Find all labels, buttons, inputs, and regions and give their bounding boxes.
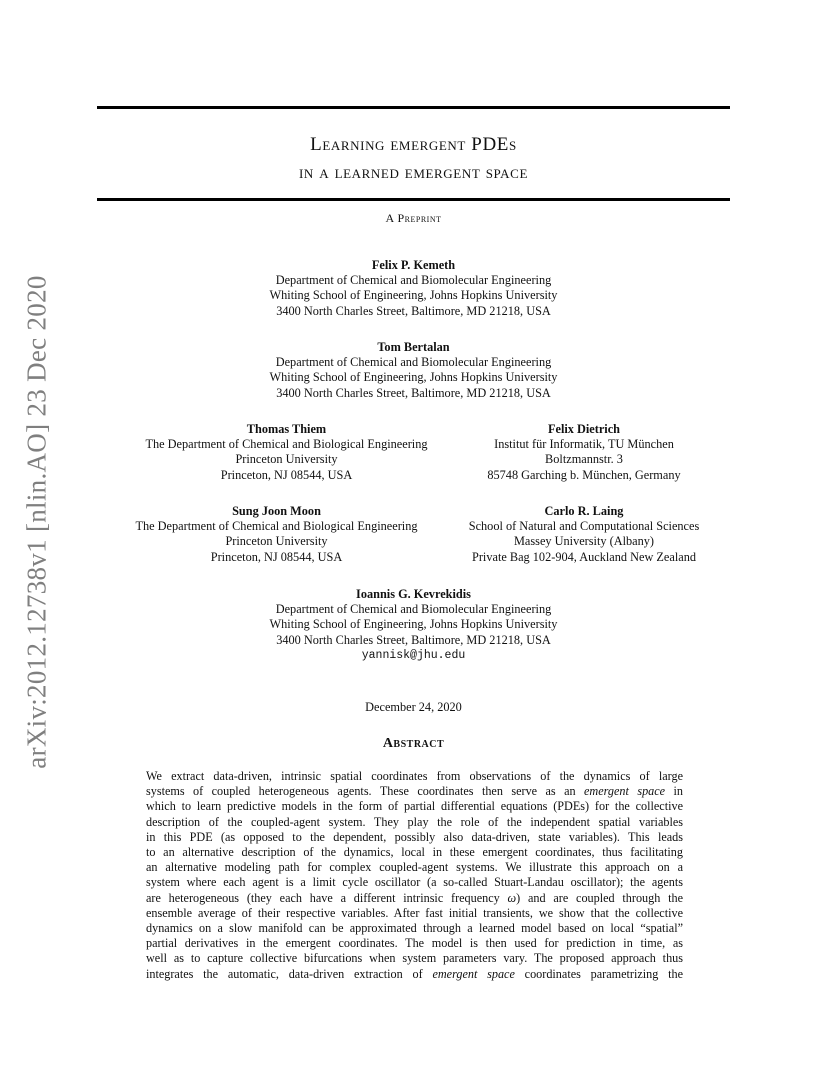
author-affiliation: The Department of Chemical and Biological Engineering (135, 519, 418, 534)
abstract-line: integrates the automatic, data-driven extraction of emergent space coordinates parametrizing the (146, 966, 683, 981)
author-affiliation: Department of Chemical and Biomolecular Engineering (275, 273, 552, 288)
author-thiem (100, 422, 473, 483)
abstract-line: well as to capture collective bifurcations when system parameters vary. The proposed approach thus (146, 951, 683, 966)
abstract-line: systems of coupled heterogeneous agents. These coordinates then serve as an emergent space in (146, 784, 684, 799)
abstract-body (146, 769, 683, 982)
abstract-line: an alternative modeling path for complex coupled-agent systems. We illustrate this approach on a (146, 860, 683, 875)
abstract-line: partial derivatives in the emergent coordinates. The model is then used for prediction in time, as (146, 936, 683, 951)
author-affiliation: Department of Chemical and Biomolecular Engineering (275, 355, 552, 370)
author-affiliation: Princeton University (235, 452, 338, 467)
author-email-link[interactable]: yannisk@jhu.edu (361, 648, 466, 662)
author-affiliation: Massey University (Albany) (513, 534, 655, 549)
author-affiliation: Princeton, NJ 08544, USA (220, 467, 353, 482)
abstract-line: which to learn predictive models in the form of partial differential equations (PDEs) for the collective (146, 799, 683, 814)
publication-date: December 24, 2020 (365, 700, 462, 714)
author-affiliation: The Department of Chemical and Biological Engineering (145, 437, 428, 452)
abstract-line: dynamics on a slow manifold can be approximated through a learned model based on local “spatial” (146, 921, 683, 936)
arxiv-identifier-stamp: arXiv:2012.12738v1 [nlin.AO] 23 Dec 2020 (21, 275, 52, 769)
title-bottom-rule (97, 198, 730, 201)
author-dietrich (440, 422, 728, 483)
author-affiliation: Princeton University (225, 534, 328, 549)
abstract-line: ensemble average of their respective variables. After fast initial transients, we show that the collective (146, 905, 683, 920)
author-affiliation: Whiting School of Engineering, Johns Hopkins University (269, 370, 558, 385)
author-affiliation: Whiting School of Engineering, Johns Hopkins University (269, 288, 558, 303)
author-moon (90, 504, 463, 565)
author-affiliation: 3400 North Charles Street, Baltimore, MD 21218, USA (276, 632, 551, 647)
abstract-line: are heterogeneous (they each have a different intrinsic frequency ω) and are coupled through the (146, 890, 683, 905)
author-name: Tom Bertalan (377, 340, 450, 354)
abstract-heading: Abstract (382, 736, 445, 751)
title-line-2: in a learned emergent space (298, 162, 528, 183)
author-kemeth (97, 258, 730, 319)
author-name: Carlo R. Laing (544, 504, 624, 518)
author-affiliation: Department of Chemical and Biomolecular Engineering (275, 602, 552, 617)
author-name: Felix Dietrich (547, 422, 621, 436)
title-top-rule (97, 106, 730, 109)
author-name: Thomas Thiem (246, 422, 327, 436)
author-name: Sung Joon Moon (232, 504, 321, 518)
author-name: Ioannis G. Kevrekidis (356, 587, 471, 601)
title-line-1: Learning emergent PDEs (310, 134, 517, 155)
author-affiliation: 3400 North Charles Street, Baltimore, MD 21218, USA (276, 303, 551, 318)
preprint-label: A Preprint (385, 211, 442, 225)
author-affiliation: Private Bag 102-904, Auckland New Zealand (471, 549, 697, 564)
paper-title (97, 131, 730, 187)
author-affiliation: 3400 North Charles Street, Baltimore, MD 21218, USA (276, 385, 551, 400)
abstract-line: description of the coupled-agent system. They play the role of the independent spatial variables (146, 814, 683, 829)
author-affiliation: 85748 Garching b. München, Germany (487, 467, 681, 482)
author-name: Felix P. Kemeth (371, 258, 456, 272)
author-affiliation: Whiting School of Engineering, Johns Hopkins University (269, 617, 558, 632)
abstract-line: system where each agent is a limit cycle oscillator (a so-called Stuart-Landau oscillator); the agents (146, 875, 683, 890)
author-affiliation: Institut für Informatik, TU München (494, 437, 674, 452)
abstract-line: We extract data-driven, intrinsic spatial coordinates from observations of the dynamics of large (146, 769, 683, 783)
author-affiliation: Princeton, NJ 08544, USA (210, 549, 343, 564)
author-kevrekidis (97, 587, 730, 663)
author-bertalan (97, 340, 730, 401)
abstract-line: in this PDE (as opposed to the dependent, possibly also data-driven, state variables). This leads (146, 829, 683, 844)
author-affiliation: School of Natural and Computational Sciences (468, 519, 700, 534)
author-affiliation: Boltzmannstr. 3 (545, 452, 623, 467)
abstract-line: to an alternative description of the dynamics, local in these emergent coordinates, thus facilitating (146, 845, 683, 860)
author-laing (440, 504, 728, 565)
